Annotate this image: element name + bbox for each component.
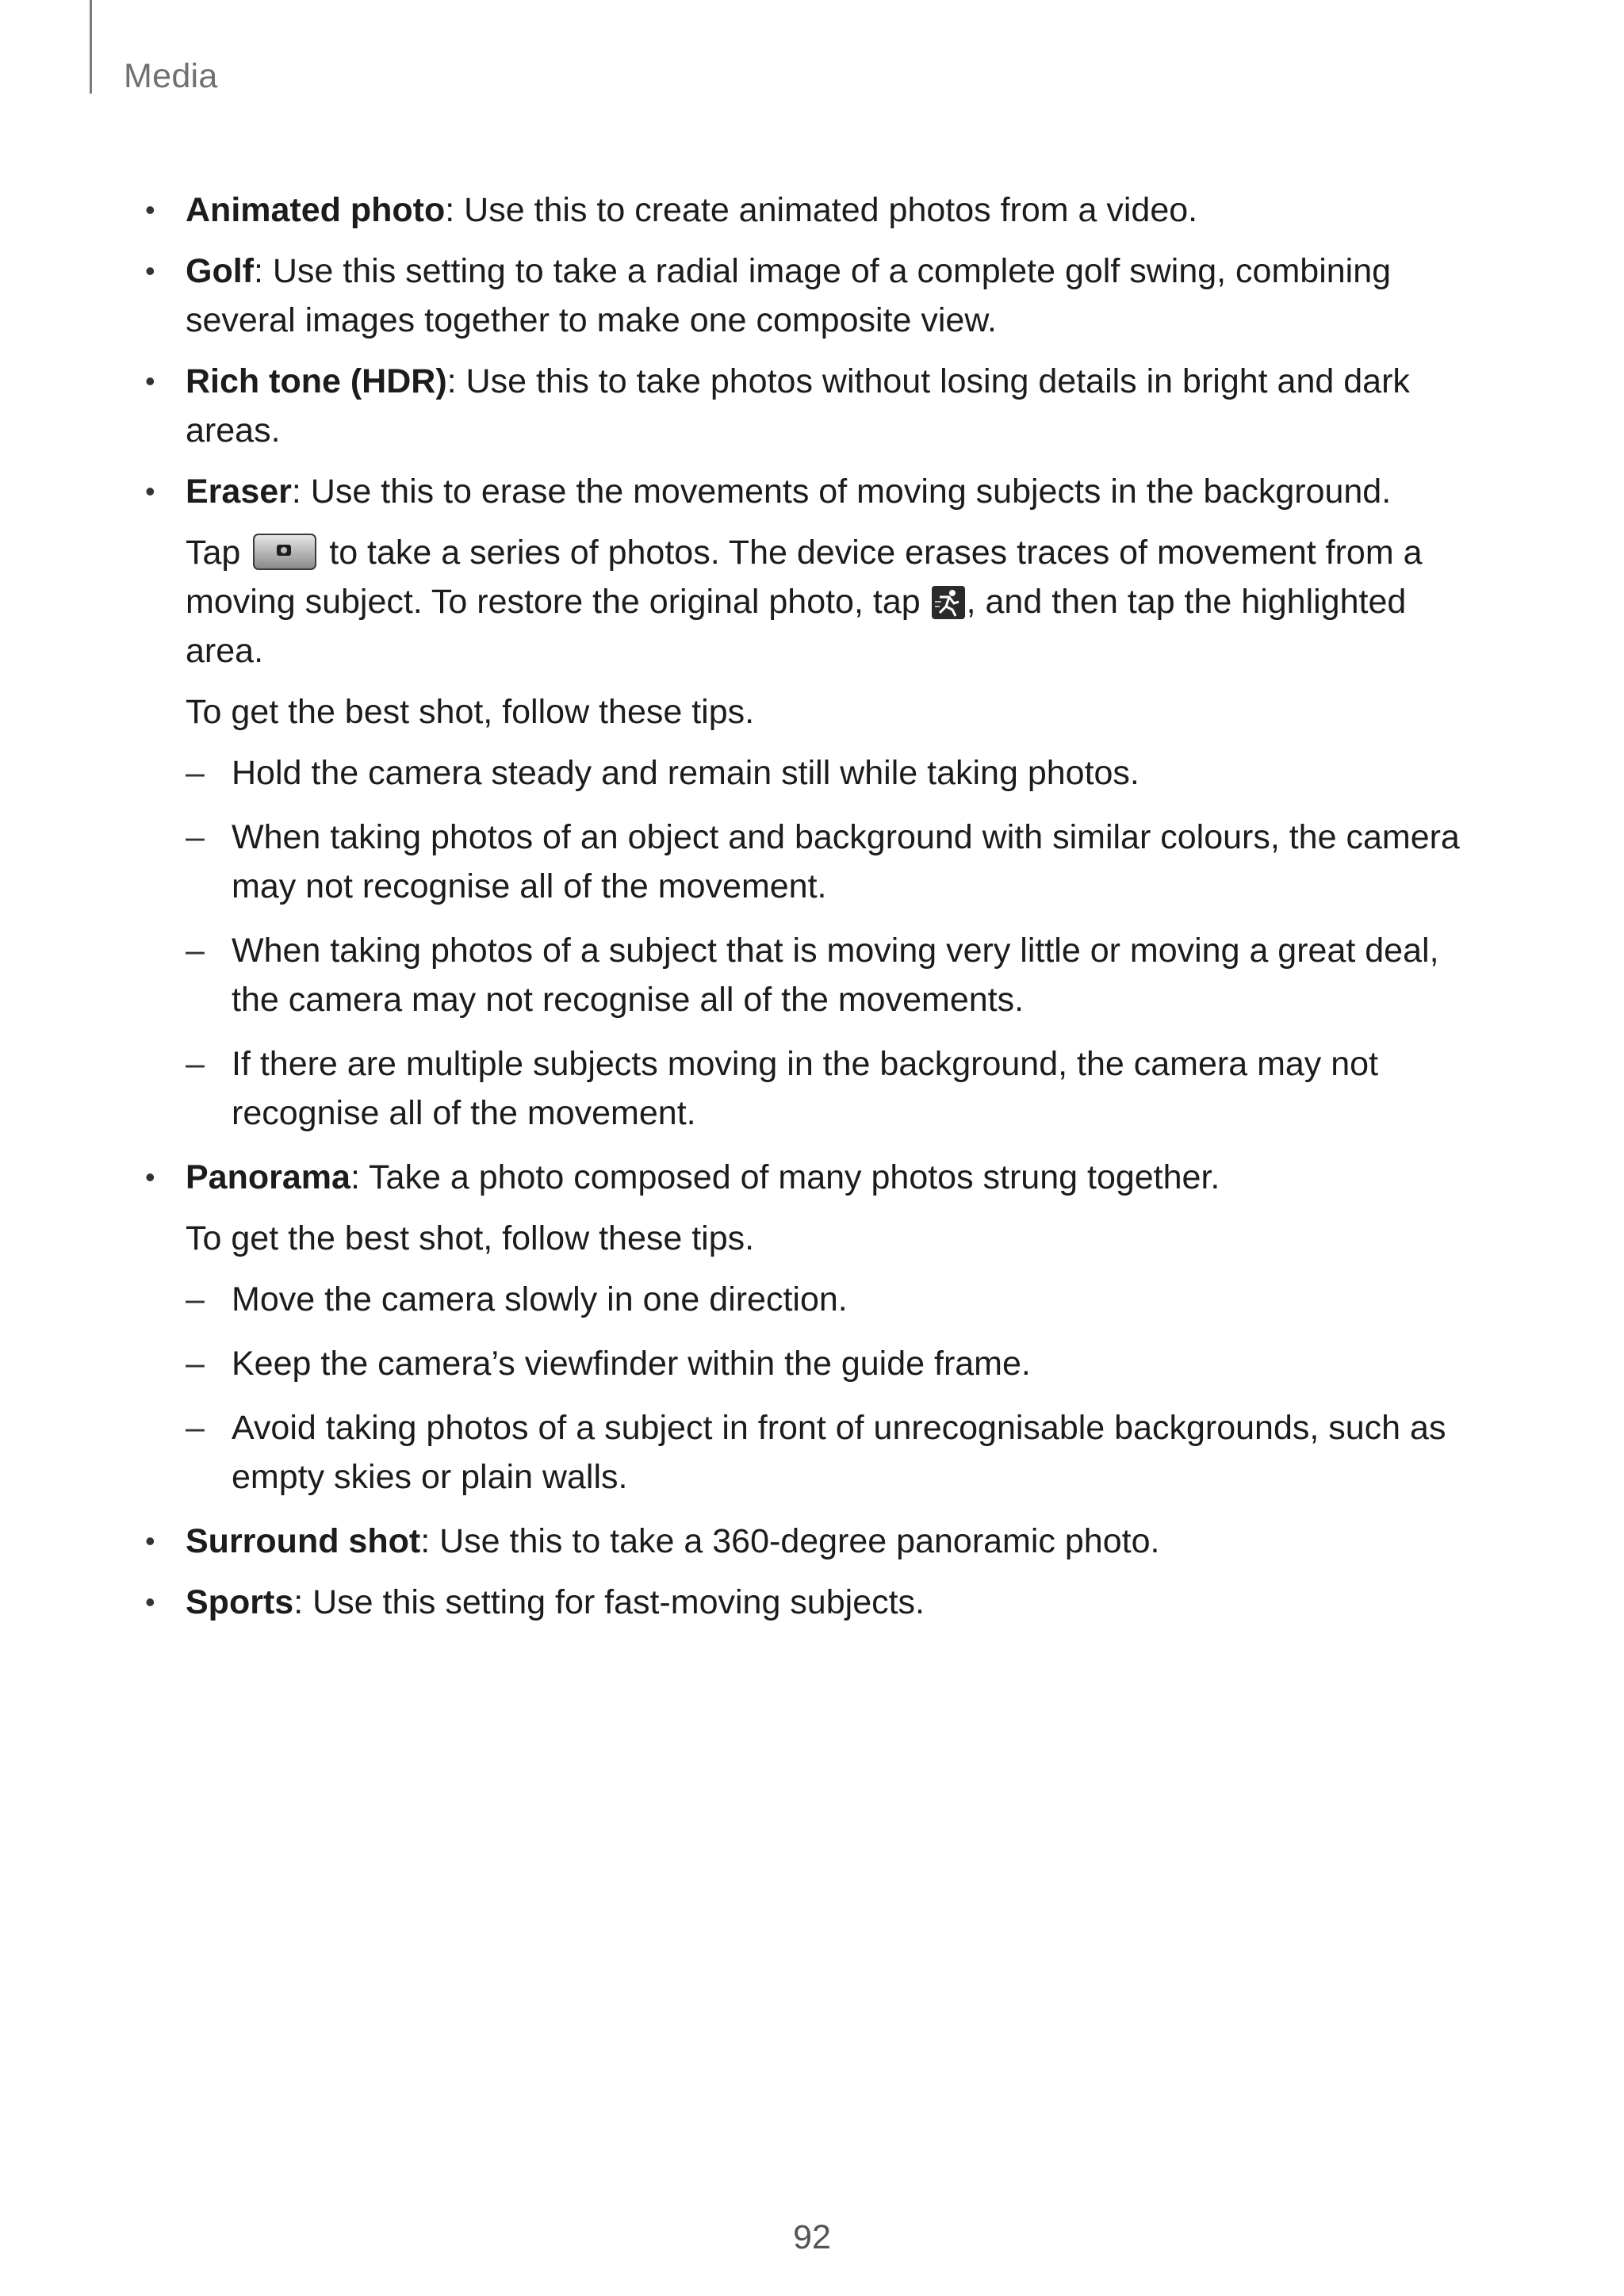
description: : Use this to erase the movements of moving subjects in the background.: [291, 473, 1392, 511]
dash-mark: –: [186, 818, 205, 856]
dash-mark: –: [186, 1409, 205, 1447]
term: Animated photo: [186, 191, 446, 229]
term: Panorama: [186, 1158, 350, 1196]
description: : Use this to take a 360-degree panoramic photo.: [420, 1522, 1160, 1560]
eraser-tip: [0, 1039, 1624, 1138]
list-item-surround-shot: [0, 1517, 1624, 1566]
tip-text: When taking photos of an object and background with similar colours, the camera may not recognise all of the movement.: [232, 818, 1460, 905]
term: Sports: [186, 1583, 294, 1621]
description: : Take a photo composed of many photos strung together.: [350, 1158, 1220, 1196]
list-item-eraser: [0, 467, 1624, 516]
panorama-tip: [0, 1403, 1624, 1502]
bullet-mark: •: [145, 365, 155, 397]
list-item-panorama: [0, 1153, 1624, 1202]
eraser-tip: [0, 748, 1624, 798]
list-item-hdr: [0, 357, 1624, 455]
list-item-sports: [0, 1578, 1624, 1627]
dash-mark: –: [186, 1045, 205, 1083]
page-number: 92: [793, 2218, 831, 2256]
panorama-tip: [0, 1275, 1624, 1324]
term: Rich tone (HDR): [186, 362, 447, 400]
tip-text: Keep the camera’s viewfinder within the guide frame.: [232, 1345, 1031, 1383]
tap-text: Tap: [186, 534, 241, 572]
bullet-mark: •: [145, 254, 155, 287]
description: : Use this setting to take a radial image of a complete golf swing, combining several images together to make one composite view.: [186, 252, 1392, 339]
tip-text: When taking photos of a subject that is moving very little or moving a great deal, the camera may not recognise all of the movements.: [232, 932, 1439, 1019]
description: : Use this to create animated photos from a video.: [445, 191, 1198, 229]
dash-mark: –: [186, 754, 205, 792]
eraser-tap-instruction: [0, 528, 1624, 675]
bullet-mark: •: [145, 193, 155, 226]
bullet-mark: •: [145, 1586, 155, 1618]
list-item-golf: [0, 247, 1624, 345]
tap-text: , and then tap the highlighted area.: [186, 583, 1407, 670]
description: : Use this to take photos without losing details in bright and dark areas.: [186, 362, 1410, 450]
panorama-tips-intro: To get the best shot, follow these tips.: [186, 1219, 755, 1257]
page-content: [0, 186, 1624, 1639]
eraser-tip: [0, 926, 1624, 1024]
dash-mark: –: [186, 932, 205, 970]
list-item-animated-photo: [0, 186, 1624, 235]
tip-text: Avoid taking photos of a subject in front of unrecognisable backgrounds, such as empty skies or plain walls.: [232, 1409, 1446, 1496]
tip-text: If there are multiple subjects moving in the background, the camera may not recognise all of the movement.: [232, 1045, 1379, 1132]
tap-text: to take a series of photos. The device erases traces of movement from a moving subject. To restore the original photo, tap: [186, 534, 1423, 621]
description: : Use this setting for fast-moving subjects.: [293, 1583, 925, 1621]
bullet-mark: •: [145, 1161, 155, 1193]
term: Golf: [186, 252, 254, 290]
eraser-tips-intro: To get the best shot, follow these tips.: [186, 693, 755, 731]
bullet-mark: •: [145, 1525, 155, 1557]
header-rule: [90, 0, 92, 94]
tip-text: Move the camera slowly in one direction.: [232, 1280, 848, 1318]
section-title: Media: [124, 57, 218, 95]
eraser-restore-icon: [932, 586, 965, 619]
term: Surround shot: [186, 1522, 421, 1560]
dash-mark: –: [186, 1345, 205, 1383]
bullet-mark: •: [145, 475, 155, 507]
panorama-tip: [0, 1339, 1624, 1388]
dash-mark: –: [186, 1280, 205, 1318]
camera-shutter-icon: [253, 534, 316, 570]
tip-text: Hold the camera steady and remain still while taking photos.: [232, 754, 1139, 792]
eraser-tip: [0, 813, 1624, 911]
term: Eraser: [186, 473, 292, 511]
